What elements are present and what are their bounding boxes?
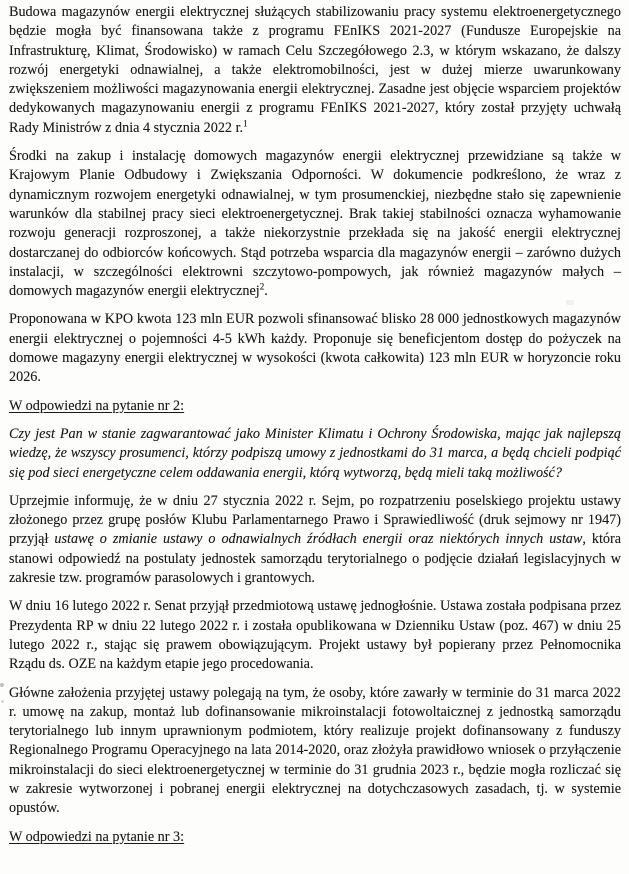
- paragraph: [9, 147, 621, 301]
- text-segment: ustawę o zmianie ustawy o odnawialnych źródłach energii oraz niektórych innych ustaw: [54, 531, 583, 548]
- text-segment: W odpowiedzi na pytanie nr 3:: [9, 828, 185, 845]
- footnote-reference: 1: [243, 118, 248, 129]
- section-heading: [9, 397, 621, 416]
- text-segment: Główne założenia przyjętej ustawy polegają na tym, że osoby, które zawarły w terminie do 31 marca 2022 r. umowę na zakup, montaż lub dofinansowanie mikroinstalacji fotowoltaicznej z jednostką samorządu terytorialnego lub innym uprawnionym podmiotem, który realizuje projekt dofinansowany z funduszy Regionalnego Programu Operacyjnego na lata 2014-2020, oraz złożyła prawidłowo wniosek o przyłączenie mikroinstalacji do sieci elektroenergetycznej w terminie do 31 grudnia 2023 r., będzie mogła rozliczać się w zakresie wytworzonej i pobranej energii elektrycznej na dotychczasowych zasadach, tj. w systemie opustów.: [9, 684, 621, 817]
- question-paragraph: [9, 425, 621, 483]
- paragraph: [9, 3, 621, 138]
- section-heading: [9, 828, 621, 847]
- text-segment: Uprzejmie informuję, że w dniu 27 stycznia 2022 r. Sejm, po rozpatrzeniu poselskiego projektu ustawy złożonego przez grupę posłów Klubu Parlamentarnego Prawo i Sprawiedliwość (druk sejmowy nr 1947) przyjął: [9, 492, 621, 548]
- paragraph: [9, 684, 621, 819]
- scan-artifact: [0, 683, 4, 687]
- document-content: [9, 3, 621, 847]
- footnote-reference: 2: [259, 281, 265, 292]
- paragraph: [9, 492, 621, 588]
- paragraph: [9, 310, 621, 387]
- text-segment: Budowa magazynów energii elektrycznej służących stabilizowaniu pracy systemu elektroenergetycznego będzie mogła być finansowana także z programu FEnIKS 2021-2027 (Fundusze Europejskie na Infrastrukturę, Klimat, Środowisko) w ramach Celu Szczegółowego 2.3, w którym wskazano, że dalszy rozwój energetyki odnawialnej, a także elektromobilności, jest w dużej mierze uwarunkowany zwiększeniem możliwości magazynowania energii elektrycznej. Zasadne jest objęcie wsparciem projektów dedykowanych magazynowaniu energii z programu FEnIKS 2021-2027, który został przyjęty uchwałą Rady Ministrów z dnia 4 stycznia 2022 r.: [9, 4, 621, 136]
- text-segment: .: [264, 283, 268, 300]
- text-segment: , która stanowi odpowiedź na postulaty jednostek samorządu terytorialnego o podjęcie działań legislacyjnych w zakresie tzw. programów parasolowych i grantowych.: [9, 531, 622, 587]
- text-segment: Proponowana w KPO kwota 123 mln EUR pozwoli sfinansować blisko 28 000 jednostkowych magazynów energii elektrycznej o pojemności 4-5 kWh każdy. Proponuje się beneficjentom dostęp do pożyczek na domowe magazyny energii elektrycznej w wysokości (kwota całkowita) 123 mln EUR w horyzoncie roku 2026.: [9, 311, 621, 386]
- text-segment: Czy jest Pan w stanie zagwarantować jako Minister Klimatu i Ochrony Środowiska, mając jak najlepszą wiedzę, że wszyscy prosumenci, którzy podpiszą umowy z jednostkami do 31 marca, a będą chcieli podpiąć się pod sieci energetyczne celem oddawania energii, którą wytworzą, będą mieli taką możliwość?: [9, 425, 621, 481]
- scan-artifact: [545, 748, 555, 752]
- text-segment: Środki na zakup i instalację domowych magazynów energii elektrycznej przewidziane są także w Krajowym Planie Odbudowy i Zwiększania Odporności. W dokumencie podkreślono, że wraz z dynamicznym rozwojem energetyki odnawialnej, w tym prosumenckiej, niezbędne stało się zapewnienie warunków dla stabilnej pracy sieci elektroenergetycznej. Brak takiej stabilności oznacza wyhamowanie rozwoju generacji rozproszonej, a także niekorzystnie przekłada się na jakość energii elektrycznej dostarczanej do odbiorców końcowych. Stąd potrzeba wsparcia dla magazynów energii – zarówno dużych instalacji, w szczególności elektrowni szczytowo-pompowych, jak również magazynów małych – domowych magazynów energii elektrycznej: [9, 148, 621, 300]
- scan-artifact: [566, 300, 574, 305]
- scan-artifact: [1, 700, 4, 703]
- text-segment: W dniu 16 lutego 2022 r. Senat przyjął przedmiotową ustawę jednogłośnie. Ustawa została podpisana przez Prezydenta RP w dniu 22 lutego 2022 r. i została opublikowana w Dzienniku Ustaw (poz. 467) w dniu 25 lutego 2022 r., stając się prawem obowiązującym. Projekt ustawy był popierany przez Pełnomocnika Rządu ds. OZE na każdym etapie jego procedowania.: [9, 598, 621, 673]
- text-segment: W odpowiedzi na pytanie nr 2:: [9, 397, 185, 414]
- paragraph: [9, 597, 621, 674]
